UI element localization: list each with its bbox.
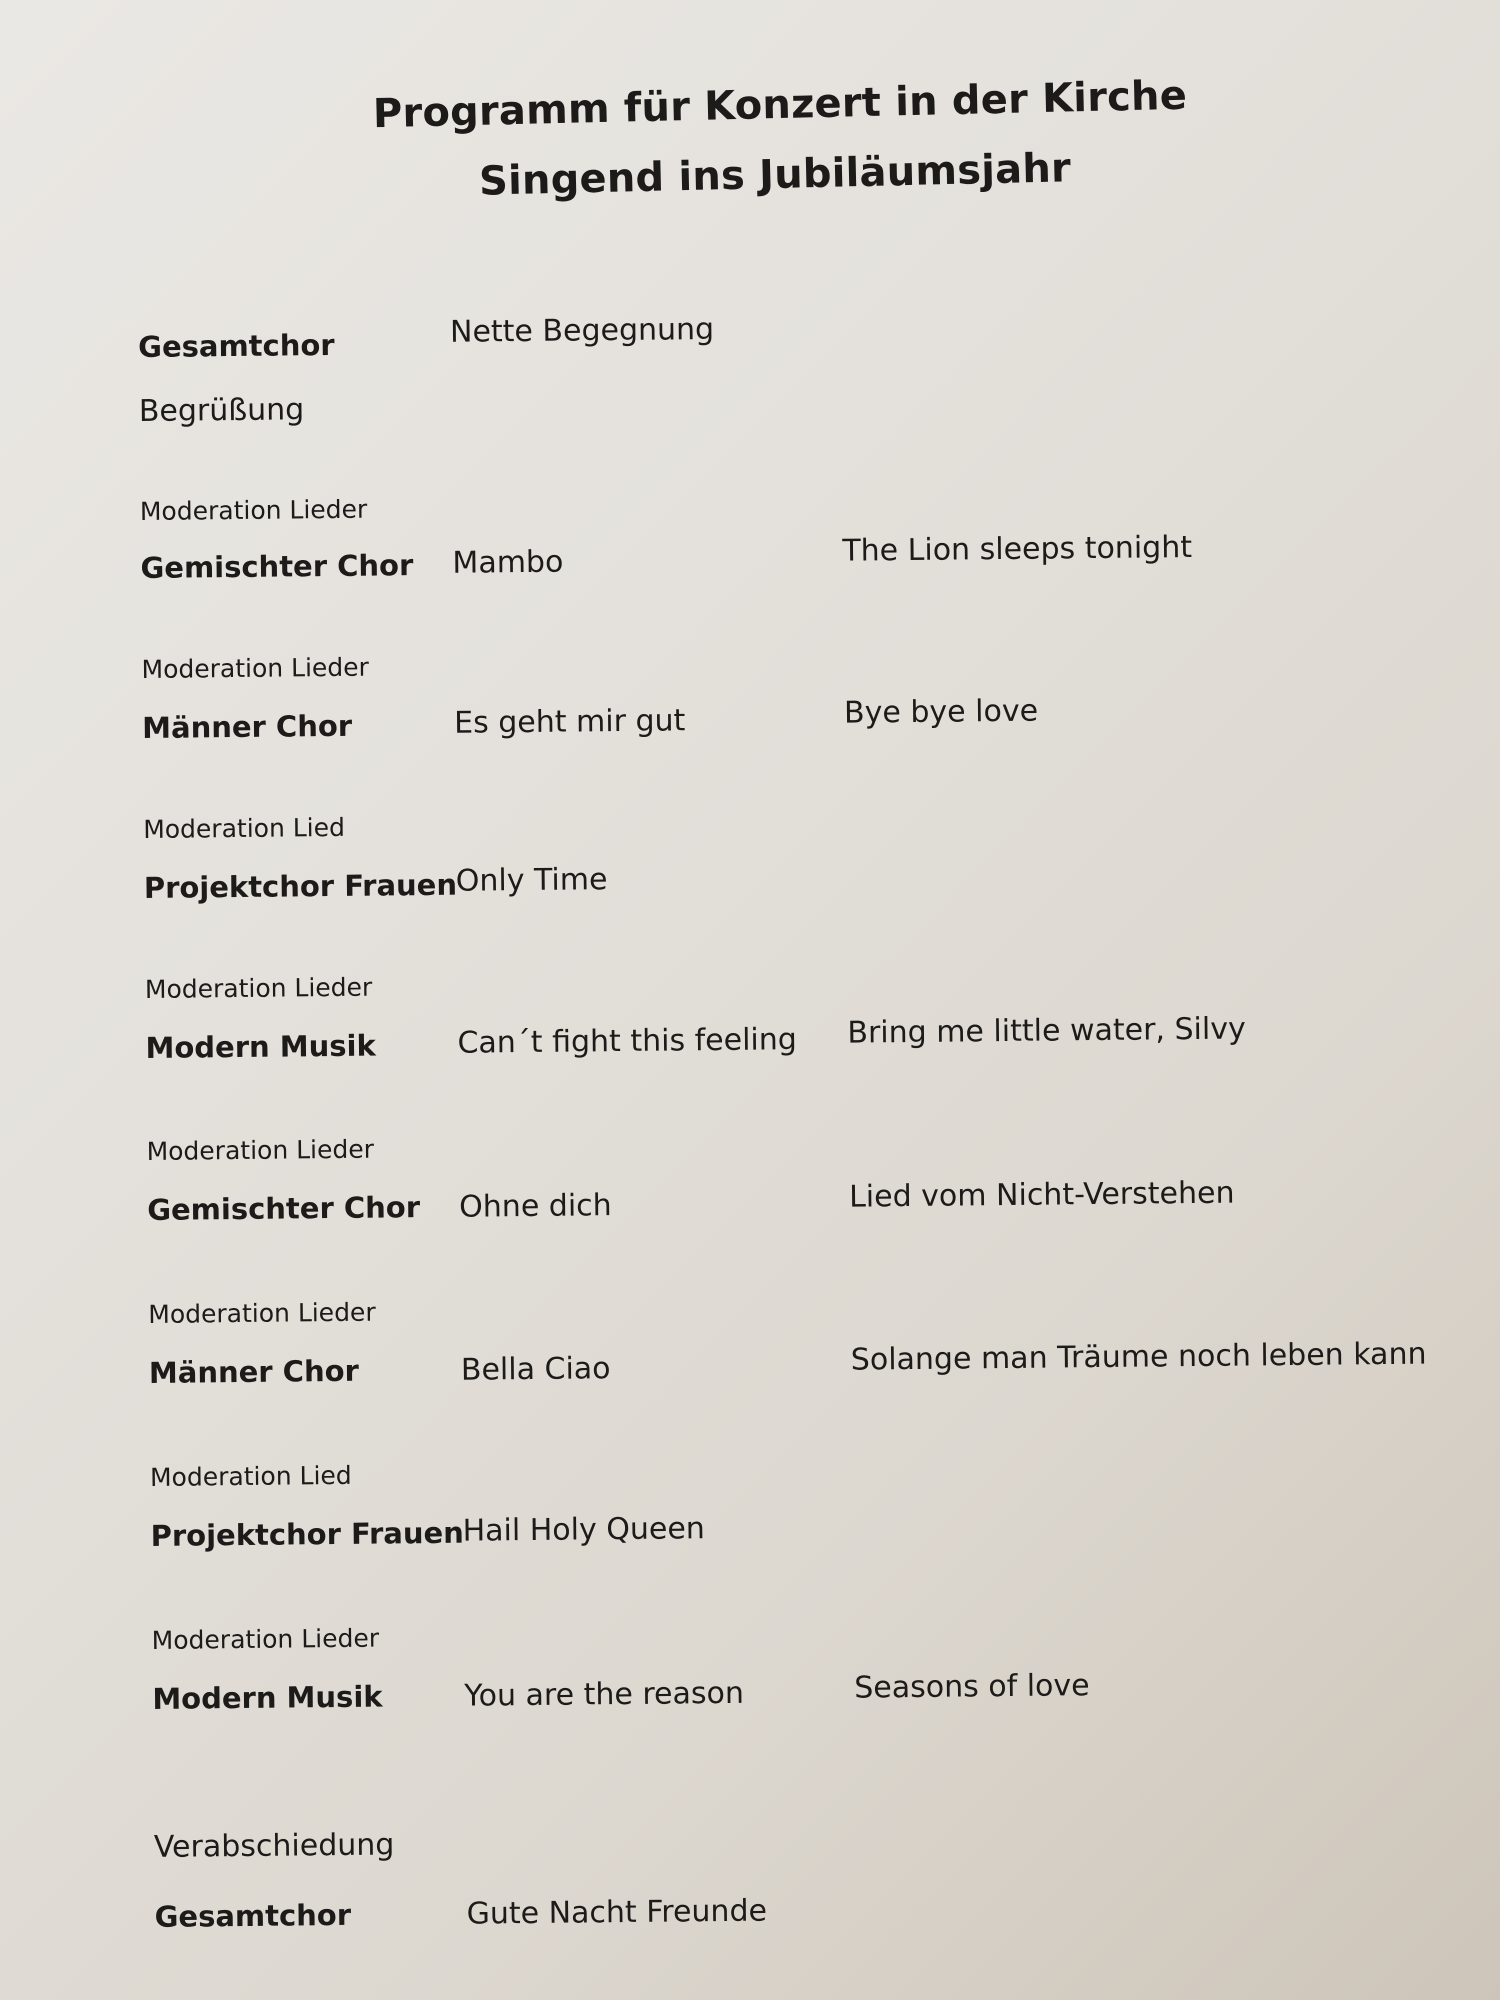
moderation-label: Moderation Lieder [146, 1134, 375, 1166]
song-title: Can´t fight this feeling [457, 1022, 798, 1061]
moderation-label: Moderation Lieder [141, 652, 370, 685]
program-item [153, 1816, 1454, 1934]
ensemble-name: Männer Chor [148, 1353, 360, 1390]
song-title: The Lion sleeps tonight [842, 529, 1193, 569]
song-title: Seasons of love [854, 1668, 1090, 1706]
moderation-label: Verabschiedung [153, 1827, 395, 1865]
program-item [138, 380, 1439, 430]
ensemble-name: Gesamtchor [138, 327, 335, 365]
program-item [141, 641, 1441, 745]
moderation-label: Moderation Lied [143, 812, 346, 844]
song-title: Bella Ciao [460, 1351, 611, 1388]
moderation-label: Begrüßung [138, 392, 305, 430]
program-item [146, 1123, 1446, 1227]
song-title: Bye bye love [843, 693, 1039, 731]
song-title: Hail Holy Queen [462, 1511, 706, 1549]
ensemble-name: Modern Musik [145, 1028, 376, 1065]
program-item [149, 1449, 1450, 1553]
page-title: Programm für Konzert in der Kirche [372, 72, 1188, 138]
ensemble-name: Gesamtchor [154, 1897, 352, 1934]
song-title: Solange man Träume noch leben kann [850, 1336, 1427, 1378]
moderation-label: Moderation Lieder [144, 972, 373, 1004]
program-item [151, 1612, 1452, 1716]
moderation-label: Moderation Lieder [151, 1623, 380, 1655]
moderation-label: Moderation Lieder [139, 494, 368, 527]
ensemble-name: Modern Musik [152, 1679, 383, 1716]
song-title: You are the reason [464, 1675, 745, 1714]
song-title: Mambo [452, 544, 564, 581]
program-item [148, 1286, 1448, 1390]
song-title: Gute Nacht Freunde [466, 1893, 768, 1932]
song-title: Es geht mir gut [453, 703, 686, 741]
ensemble-name: Gemischter Chor [140, 548, 414, 586]
ensemble-name: Projektchor Frauen [150, 1515, 464, 1553]
ensemble-name: Gemischter Chor [147, 1190, 421, 1227]
ensemble-name: Projektchor Frauen [143, 867, 458, 905]
program-item [144, 961, 1445, 1065]
song-title: Bring me little water, Silvy [847, 1011, 1246, 1051]
program-item [138, 304, 1438, 365]
moderation-label: Moderation Lieder [148, 1297, 376, 1329]
song-title: Lied vom Nicht-Verstehen [848, 1175, 1235, 1215]
song-title: Nette Begegnung [449, 311, 715, 350]
ensemble-name: Männer Chor [141, 708, 353, 745]
moderation-label: Moderation Lied [149, 1460, 352, 1492]
page-subtitle: Singend ins Jubiläumsjahr [478, 145, 1072, 205]
program-item [143, 801, 1443, 905]
song-title: Ohne dich [459, 1188, 612, 1225]
song-title: Only Time [455, 862, 608, 899]
program-item [139, 483, 1440, 586]
